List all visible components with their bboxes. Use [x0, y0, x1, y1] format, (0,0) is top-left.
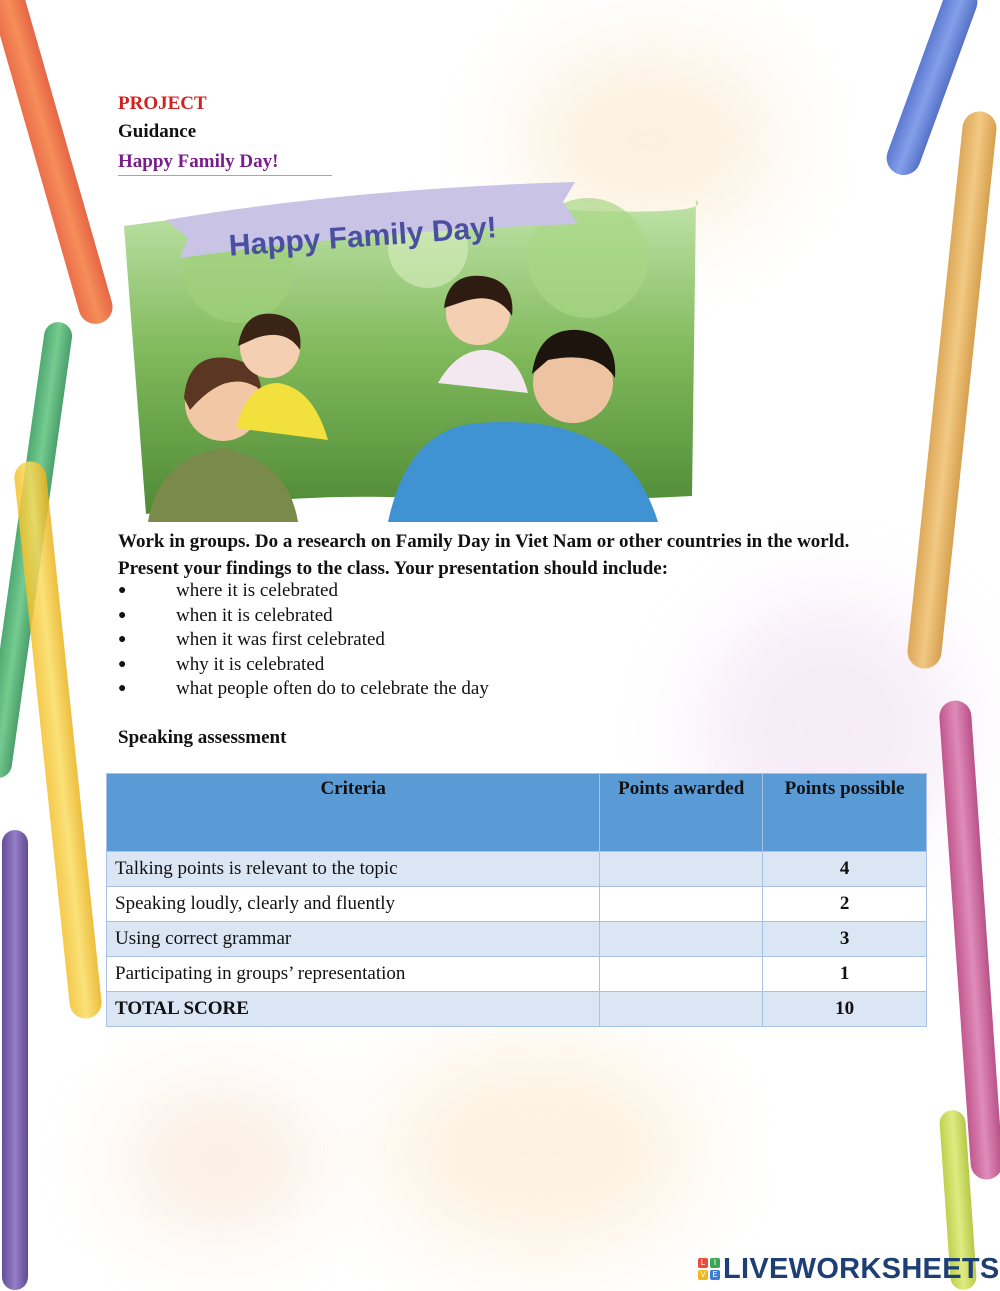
total-row: [107, 992, 927, 1027]
list-item: ● where it is celebrated: [118, 580, 338, 601]
banner-text: Happy Family Day!: [227, 211, 498, 263]
list-item: ● what people often do to celebrate the day: [118, 678, 489, 699]
total-label-cell: TOTAL SCORE: [107, 992, 600, 1027]
project-heading: PROJECT: [118, 93, 207, 114]
points-awarded-cell[interactable]: [600, 922, 763, 957]
orange-pencil-decoration: [0, 0, 117, 328]
list-item: ● when it is celebrated: [118, 604, 333, 626]
bullet-icon: ●: [118, 583, 127, 598]
total-possible-cell: 10: [763, 992, 927, 1027]
total-awarded-cell[interactable]: [600, 992, 763, 1027]
table-row: [107, 957, 927, 992]
liveworksheets-logo: [698, 1252, 1000, 1286]
magenta-pencil-decoration: [938, 699, 1000, 1180]
criteria-cell: Speaking loudly, clearly and fluently: [107, 887, 600, 922]
bullet-icon: ●: [118, 681, 127, 696]
assessment-table: [106, 773, 927, 1027]
subtitle-heading: Happy Family Day!: [118, 151, 332, 176]
bullet-list: [118, 580, 489, 703]
guidance-heading: Guidance: [118, 121, 197, 142]
table-row: [107, 887, 927, 922]
table-row: [107, 922, 927, 957]
table-row: [107, 852, 927, 887]
criteria-header: Criteria: [107, 774, 600, 852]
bullet-icon: ●: [118, 632, 127, 647]
purple-pencil-decoration: [2, 830, 28, 1290]
points-awarded-cell[interactable]: [600, 887, 763, 922]
brand-name: LIVEWORKSHEETS: [723, 1252, 1000, 1285]
table-header-row: [107, 774, 927, 852]
list-item: ● why it is celebrated: [118, 653, 325, 675]
points-possible-cell: 4: [763, 852, 927, 887]
criteria-cell: Participating in groups’ representation: [107, 957, 600, 992]
points-possible-cell: 2: [763, 887, 927, 922]
points-awarded-cell[interactable]: [600, 957, 763, 992]
bullet-icon: ●: [118, 607, 127, 623]
background-blob: [380, 1040, 700, 1260]
brand-logo-icon: L I V E: [698, 1258, 720, 1280]
list-item: ● when it was first celebrated: [118, 629, 385, 650]
points-possible-cell: 3: [763, 922, 927, 957]
speaking-assessment-title: Speaking assessment: [118, 727, 287, 748]
background-blob: [120, 1080, 320, 1240]
points-awarded-header: Points awarded: [600, 774, 763, 852]
points-possible-header: Points possible: [763, 774, 927, 852]
family-photo: [118, 178, 700, 522]
tan-pencil-decoration: [906, 110, 998, 670]
criteria-cell: Talking points is relevant to the topic: [107, 852, 600, 887]
points-possible-cell: 1: [763, 957, 927, 992]
points-awarded-cell[interactable]: [600, 852, 763, 887]
bullet-icon: ●: [118, 656, 127, 672]
instructions-paragraph: Work in groups. Do a research on Family Day in Viet Nam or other countries in the world. Present your findings to the class. Your presentation should include:: [118, 531, 850, 579]
criteria-cell: Using correct grammar: [107, 922, 600, 957]
